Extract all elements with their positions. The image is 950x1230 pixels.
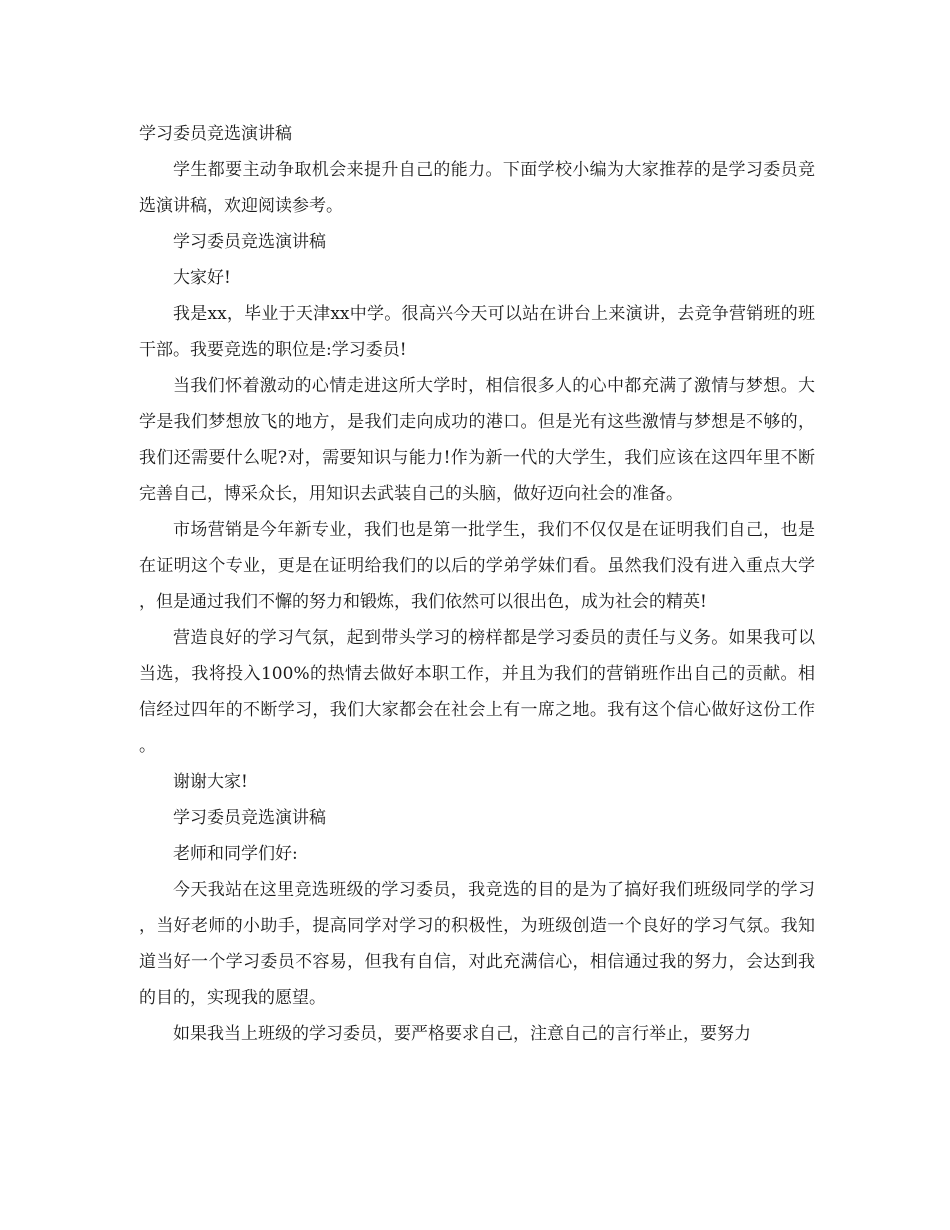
paragraph-section-heading-1: 学习委员竞选演讲稿 <box>173 232 326 252</box>
paragraph-greeting-2: 老师和同学们好: <box>173 844 298 864</box>
paragraph-purpose: 今天我站在这里竞选班级的学习委员，我竞选的目的是为了搞好我们班级同学的学习，当好老师的小助手，提高同学对学习的积极性，为班级创造一个良好的学习气氛。我知道当好一个学习委员不容易，但我有自信，对此充满信心，相信通过我的努力，会达到我的目的，实现我的愿望。 <box>139 880 815 1008</box>
document-title: 学习委员竞选演讲稿 <box>139 124 292 144</box>
document-body <box>139 116 815 1052</box>
paragraph-intro: 学生都要主动争取机会来提升自己的能力。下面学校小编为大家推荐的是学习委员竞选演讲稿，欢迎阅读参考。 <box>139 160 815 216</box>
paragraph-responsibility: 营造良好的学习气氛，起到带头学习的榜样都是学习委员的责任与义务。如果我可以当选，我将投入100%的热情去做好本职工作，并且为我们的营销班作出自己的贡献。相信经过四年的不断学习，我们大家都会在社会上有一席之地。我有这个信心做好这份工作。 <box>139 628 815 756</box>
paragraph-greeting-1: 大家好! <box>173 268 231 288</box>
paragraph-marketing-major: 市场营销是今年新专业，我们也是第一批学生，我们不仅仅是在证明我们自己，也是在证明这个专业，更是在证明给我们的以后的学弟学妹们看。虽然我们没有进入重点大学，但是通过我们不懈的努力和锻炼，我们依然可以很出色，成为社会的精英! <box>139 520 815 612</box>
paragraph-university-dreams: 当我们怀着激动的心情走进这所大学时，相信很多人的心中都充满了激情与梦想。大学是我们梦想放飞的地方，是我们走向成功的港口。但是光有这些激情与梦想是不够的，我们还需要什么呢?对，需要知识与能力!作为新一代的大学生，我们应该在这四年里不断完善自己，博采众长，用知识去武装自己的头脑，做好迈向社会的准备。 <box>139 376 815 504</box>
paragraph-thanks: 谢谢大家! <box>173 772 248 792</box>
paragraph-section-heading-2: 学习委员竞选演讲稿 <box>173 808 326 828</box>
paragraph-commitment: 如果我当上班级的学习委员，要严格要求自己，注意自己的言行举止，要努力 <box>173 1024 751 1044</box>
paragraph-self-introduction: 我是xx，毕业于天津xx中学。很高兴今天可以站在讲台上来演讲，去竞争营销班的班干部。我要竞选的职位是:学习委员! <box>139 304 815 360</box>
